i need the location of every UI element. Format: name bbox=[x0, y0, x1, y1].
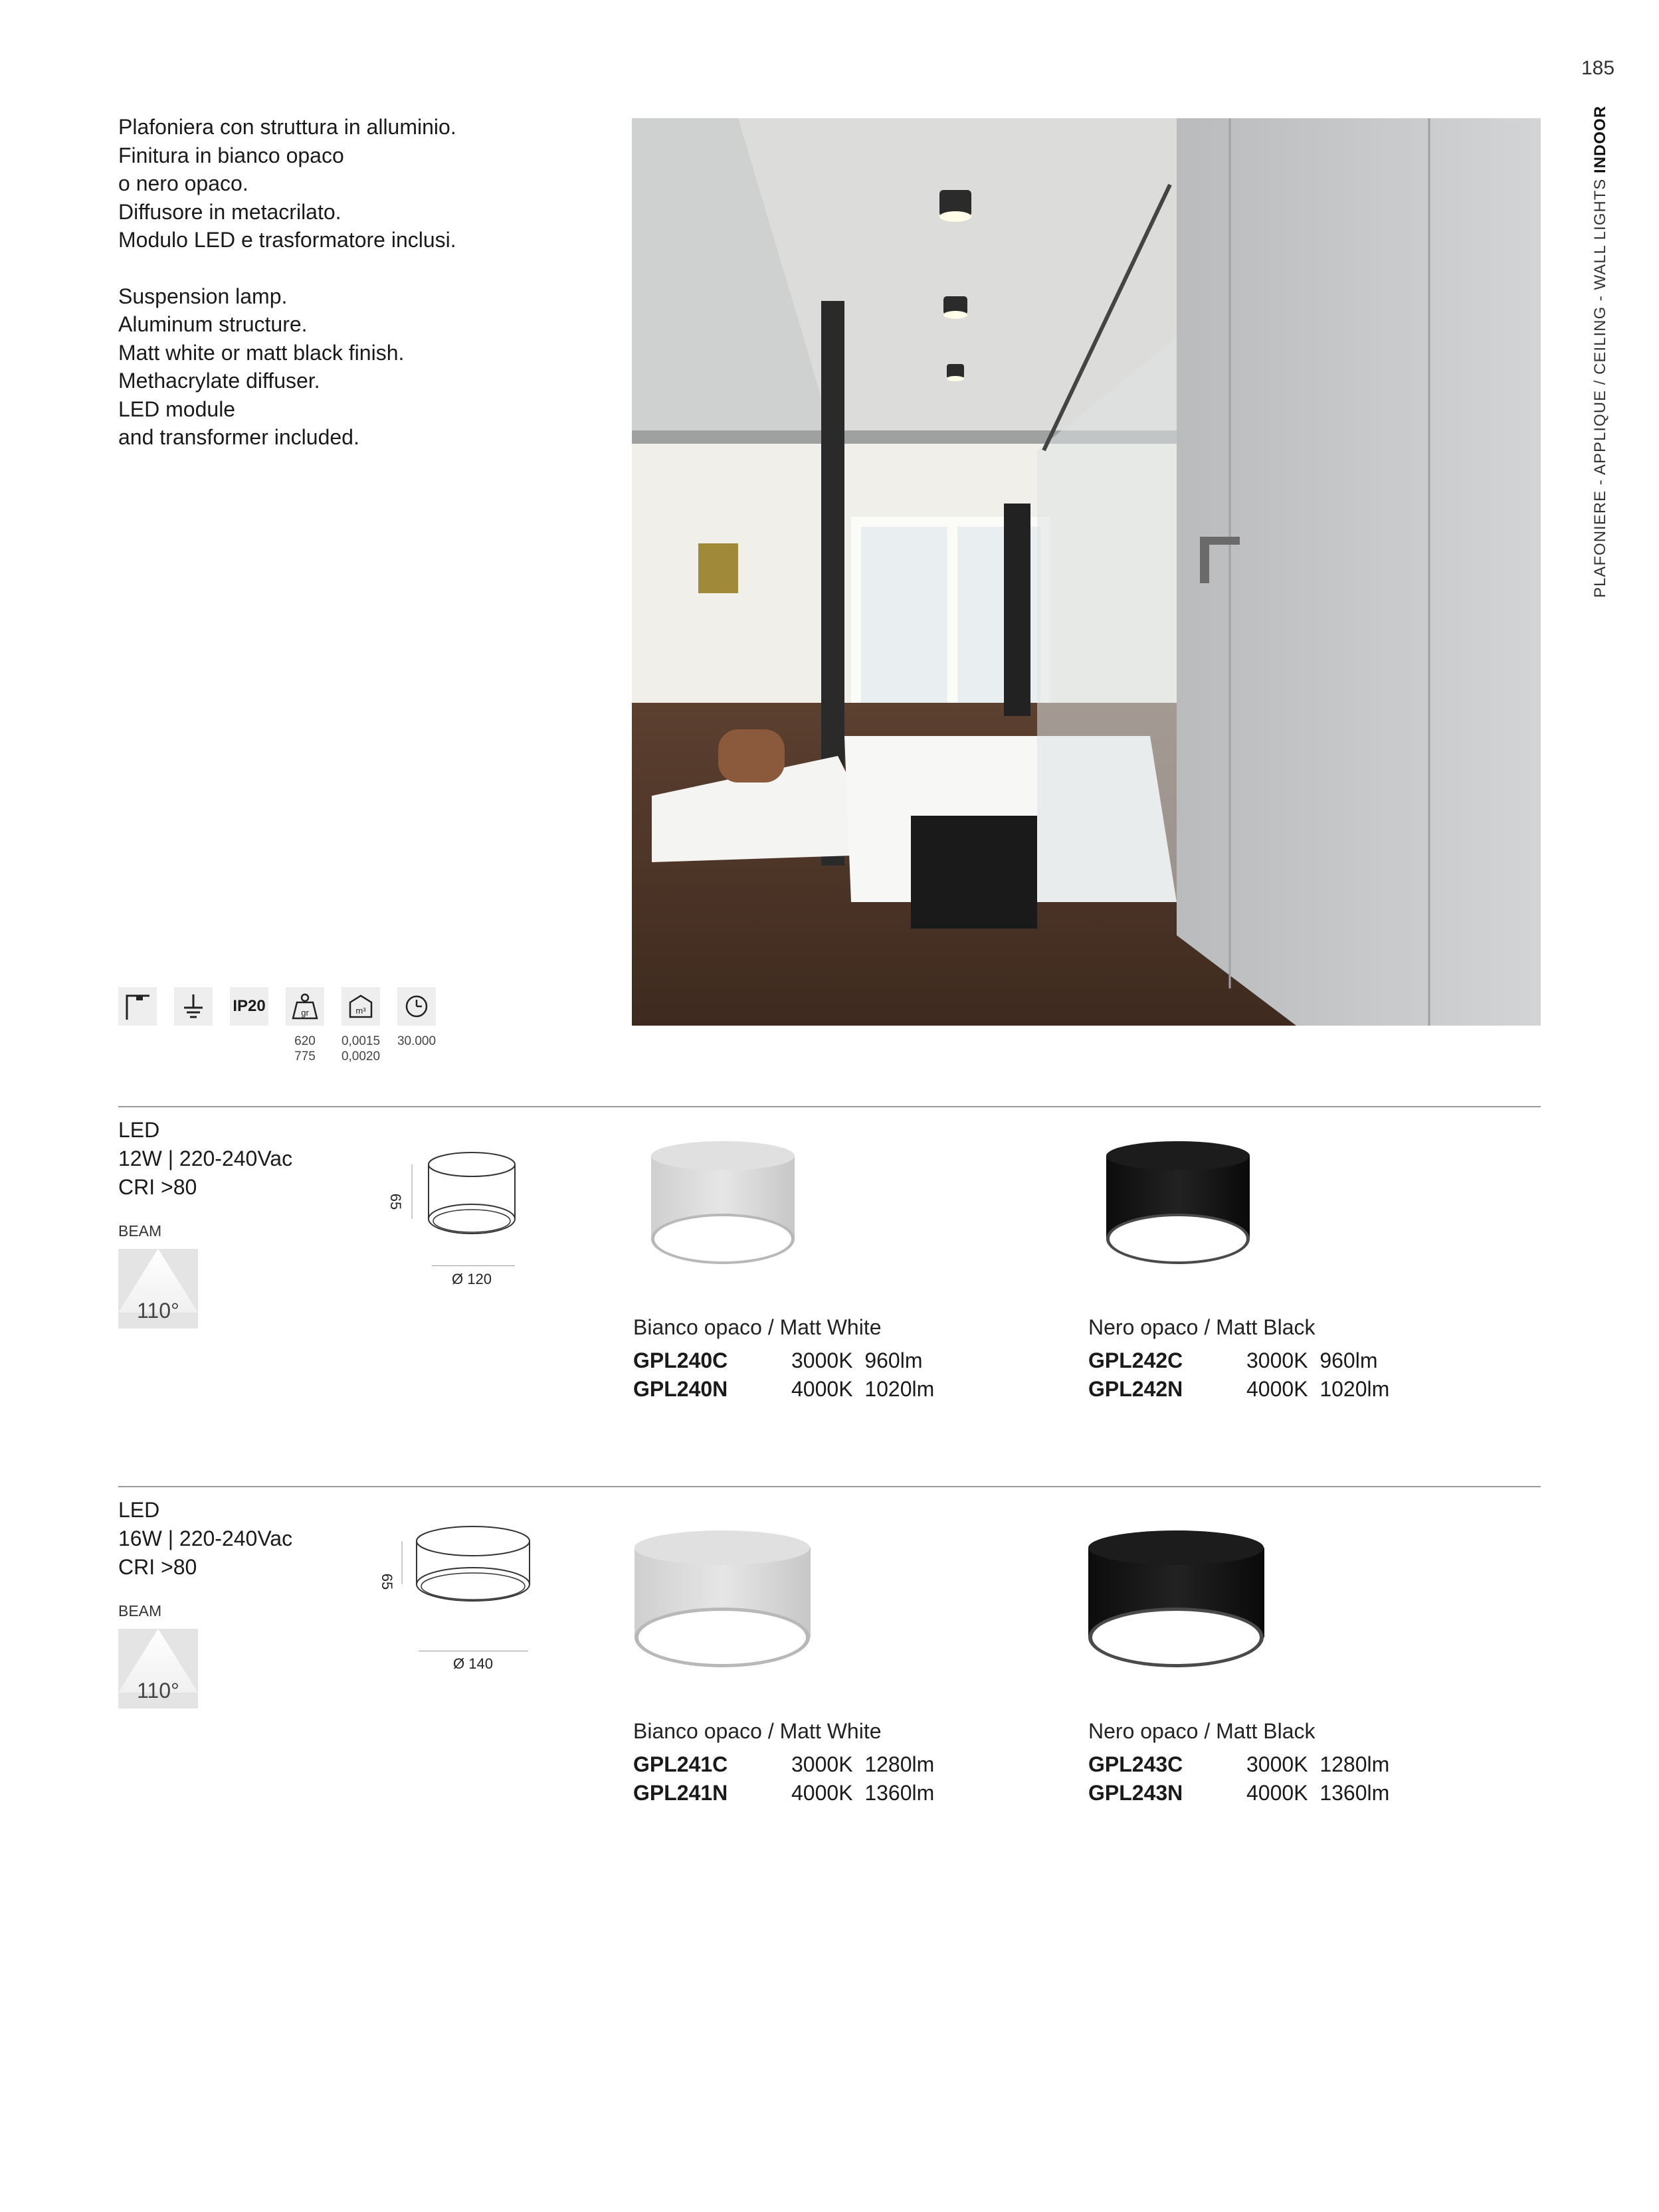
section-divider bbox=[118, 1486, 1541, 1487]
cri-value: CRI >80 bbox=[118, 1175, 197, 1199]
volume-value: 0,0015 bbox=[341, 1034, 381, 1048]
power-voltage: 12W | 220-240Vac bbox=[118, 1147, 293, 1170]
variant-title: Nero opaco / Matt Black bbox=[1088, 1719, 1316, 1743]
lifetime-value: 30.000 bbox=[397, 1034, 437, 1048]
weight-value: 620 bbox=[294, 1034, 316, 1048]
svg-text:gr: gr bbox=[301, 1008, 309, 1018]
variant-row bbox=[633, 1750, 934, 1779]
power-voltage: 16W | 220-240Vac bbox=[118, 1526, 293, 1550]
variant-black bbox=[1088, 1315, 1389, 1404]
product-image-white bbox=[628, 1515, 821, 1694]
svg-text:m³: m³ bbox=[355, 1006, 366, 1016]
description-line: Suspension lamp. bbox=[118, 284, 288, 308]
variant-row bbox=[1088, 1779, 1389, 1807]
description-line: Finitura in bianco opaco bbox=[118, 143, 344, 167]
product-spec bbox=[118, 1116, 292, 1202]
description-line: o nero opaco. bbox=[118, 171, 248, 195]
product-spec-value: 3000K 1280lm bbox=[1246, 1752, 1390, 1776]
section-label bbox=[1591, 105, 1624, 598]
product-image-black bbox=[1093, 1123, 1259, 1289]
variant-title: Bianco opaco / Matt White bbox=[633, 1315, 882, 1339]
description-line: Matt white or matt black finish. bbox=[118, 340, 405, 365]
dimension-drawing bbox=[385, 1146, 525, 1245]
description-line: Methacrylate diffuser. bbox=[118, 369, 320, 393]
product-spec-value: 4000K 1020lm bbox=[791, 1377, 935, 1401]
product-spec-value: 4000K 1360lm bbox=[1246, 1781, 1390, 1805]
variant-row bbox=[633, 1375, 934, 1404]
description-line: LED module bbox=[118, 397, 236, 421]
volume-values bbox=[335, 1034, 387, 1064]
weight-values bbox=[286, 1034, 324, 1064]
product-spec-value: 4000K 1360lm bbox=[791, 1781, 935, 1805]
beam-angle-value: 110° bbox=[137, 1679, 179, 1703]
variant-black bbox=[1088, 1719, 1389, 1807]
description-line: Diffusore in metacrilato. bbox=[118, 199, 342, 224]
variant-title: Bianco opaco / Matt White bbox=[633, 1719, 882, 1743]
product-code: GPL240C bbox=[633, 1348, 728, 1372]
height-dimension: 65 bbox=[379, 1573, 396, 1590]
beam-label: BEAM bbox=[118, 1222, 162, 1240]
product-spec-value: 3000K 1280lm bbox=[791, 1752, 935, 1776]
description-line: Plafoniera con struttura in alluminio. bbox=[118, 115, 456, 139]
lifetime-clock-icon bbox=[397, 987, 436, 1026]
product-image-white bbox=[638, 1123, 804, 1289]
product-description bbox=[118, 113, 623, 452]
product-spec bbox=[118, 1496, 292, 1582]
beam-angle-value: 110° bbox=[137, 1299, 179, 1323]
earth-ground-icon bbox=[174, 987, 213, 1026]
product-spec-value: 4000K 1020lm bbox=[1246, 1377, 1390, 1401]
product-spec-value: 3000K 960lm bbox=[791, 1348, 923, 1372]
variant-white bbox=[633, 1719, 934, 1807]
variant-title: Nero opaco / Matt Black bbox=[1088, 1315, 1316, 1339]
variant-row bbox=[1088, 1346, 1389, 1375]
product-code: GPL241N bbox=[633, 1781, 728, 1805]
weight-icon bbox=[286, 987, 324, 1026]
product-code: GPL240N bbox=[633, 1377, 728, 1401]
product-code: GPL242N bbox=[1088, 1377, 1183, 1401]
product-code: GPL241C bbox=[633, 1752, 728, 1776]
product-code: GPL242C bbox=[1088, 1348, 1183, 1372]
weight-value: 775 bbox=[294, 1050, 316, 1063]
product-image-black bbox=[1082, 1515, 1274, 1694]
product-spec-value: 3000K 960lm bbox=[1246, 1348, 1378, 1372]
diameter-dimension: Ø 120 bbox=[452, 1271, 492, 1287]
variant-row bbox=[633, 1346, 934, 1375]
description-line: and transformer included. bbox=[118, 425, 359, 449]
diameter-dimension: Ø 140 bbox=[453, 1655, 493, 1672]
diameter-line bbox=[432, 1265, 515, 1266]
variant-white bbox=[633, 1315, 934, 1404]
light-source-type: LED bbox=[118, 1498, 160, 1522]
description-line: Modulo LED e trasformatore inclusi. bbox=[118, 228, 456, 252]
product-code: GPL243N bbox=[1088, 1781, 1183, 1805]
interior-photo bbox=[632, 118, 1541, 1026]
section-label-regular: PLAFONIERE - APPLIQUE / CEILING - WALL LIGHTS bbox=[1591, 178, 1609, 598]
ip-rating-badge: IP20 bbox=[230, 987, 268, 1026]
section-label-bold: INDOOR bbox=[1591, 105, 1609, 173]
dimension-drawing bbox=[385, 1521, 545, 1621]
volume-value: 0,0020 bbox=[341, 1050, 381, 1063]
light-source-type: LED bbox=[118, 1118, 160, 1142]
variant-row bbox=[1088, 1375, 1389, 1404]
section-divider bbox=[118, 1106, 1541, 1107]
beam-label: BEAM bbox=[118, 1602, 162, 1619]
variant-row bbox=[633, 1779, 934, 1807]
page-number: 185 bbox=[1581, 57, 1615, 79]
cri-value: CRI >80 bbox=[118, 1555, 197, 1579]
ceiling-mount-icon bbox=[118, 987, 157, 1026]
description-line: Aluminum structure. bbox=[118, 312, 308, 336]
variant-row bbox=[1088, 1750, 1389, 1779]
height-dimension: 65 bbox=[387, 1193, 405, 1210]
volume-icon bbox=[342, 987, 380, 1026]
product-code: GPL243C bbox=[1088, 1752, 1183, 1776]
